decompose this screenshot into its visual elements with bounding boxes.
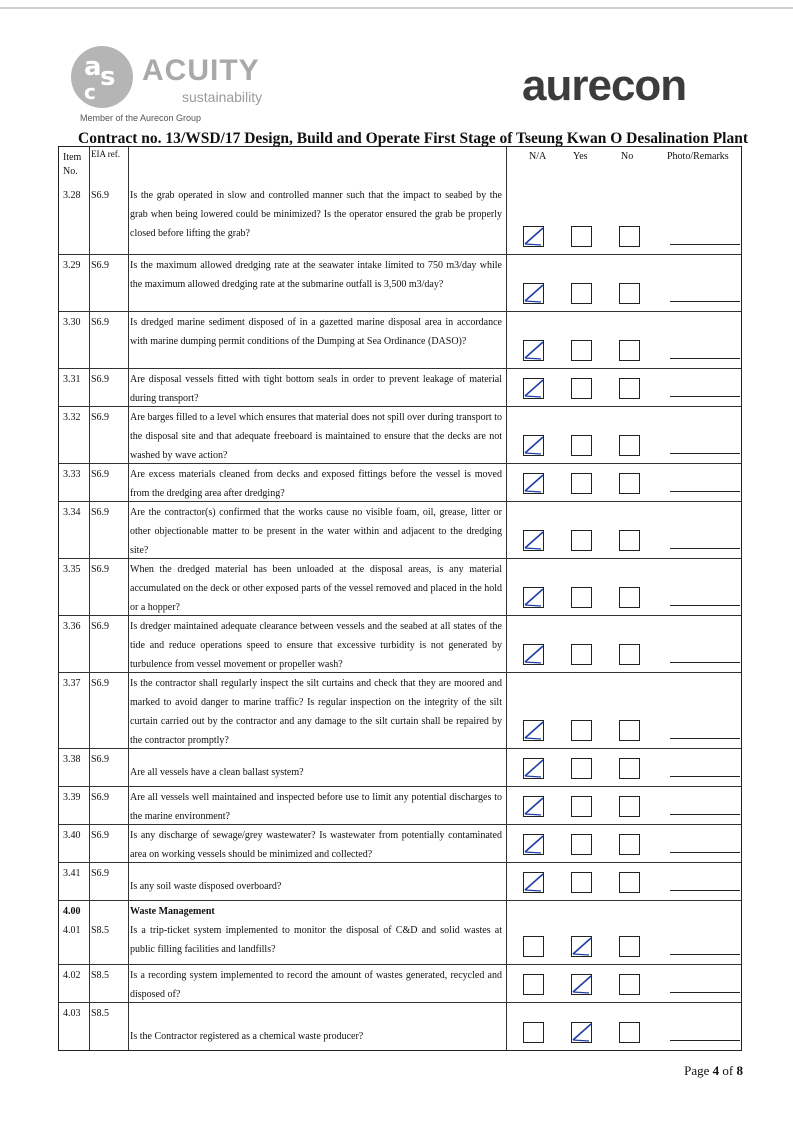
table-row <box>59 406 741 463</box>
checkmark-icon <box>522 433 546 459</box>
answer-cell <box>506 369 741 406</box>
contract-title: Contract no. 13/WSD/17 Design, Build and Operate First Stage of Tseung Kwan O Desalination Plant <box>78 130 749 147</box>
item-number: 3.28 <box>63 190 81 201</box>
eia-reference: S6.9 <box>89 616 128 672</box>
remarks-field[interactable] <box>670 852 740 853</box>
answer-cell <box>506 749 741 786</box>
table-row <box>59 900 741 964</box>
no-checkbox[interactable] <box>619 720 640 741</box>
item-number: 3.36 <box>63 621 81 632</box>
page-prefix: Page <box>684 1063 710 1078</box>
remarks-field[interactable] <box>670 453 740 454</box>
checklist-question: Is dredger maintained adequate clearance between vessels and the seabed at all states of the tide and reduce operations speed to ensure that excessive turbidity is not generated by turbulence from vessel movement or propeller wash? <box>128 616 506 672</box>
eia-reference: S6.9 <box>89 312 128 368</box>
no-checkbox[interactable] <box>619 796 640 817</box>
eia-reference: S6.9 <box>89 787 128 824</box>
checklist-question: Is any soil waste disposed overboard? <box>128 863 506 900</box>
eia-reference: S8.5 <box>89 1003 128 1050</box>
answer-cell <box>506 255 741 311</box>
table-row <box>59 1002 741 1050</box>
answer-cell <box>506 502 741 558</box>
section-title: Waste Management <box>130 906 215 917</box>
answer-cell <box>506 901 741 964</box>
item-number: 3.39 <box>63 792 81 803</box>
header-yes: Yes <box>573 151 588 162</box>
svg-text:s: s <box>100 62 116 92</box>
table-row <box>59 964 741 1002</box>
answer-cell <box>506 616 741 672</box>
item-number: 3.37 <box>63 678 81 689</box>
answer-cell <box>506 825 741 862</box>
answer-cell <box>506 965 741 1002</box>
na-checkbox[interactable] <box>523 226 544 247</box>
table-row <box>59 185 741 254</box>
answer-cell <box>506 673 741 748</box>
remarks-field[interactable] <box>670 954 740 955</box>
na-checkbox[interactable] <box>523 974 544 995</box>
checklist-question: Is the grab operated in slow and controlled manner such that the impact to seabed by the grab when being lowered could be minimized? Is the operator ensured the grab be properly closed before lifting the grab? <box>128 185 506 254</box>
header-question <box>128 147 506 185</box>
na-checkbox[interactable] <box>523 435 544 456</box>
na-checkbox[interactable] <box>523 530 544 551</box>
checklist-question: Are all vessels well maintained and inspected before use to limit any potential discharges to the marine environment? <box>128 787 506 824</box>
checkmark-icon <box>522 471 546 497</box>
item-number: 3.33 <box>63 469 81 480</box>
answer-cell <box>506 312 741 368</box>
yes-checkbox[interactable] <box>571 530 592 551</box>
page-number <box>684 1063 743 1079</box>
no-checkbox[interactable] <box>619 530 640 551</box>
checklist-question: Are disposal vessels fitted with tight bottom seals in order to prevent leakage of material during transport? <box>128 369 506 406</box>
acuity-mark-icon <box>70 45 134 109</box>
eia-reference <box>89 901 128 964</box>
checkmark-icon <box>522 281 546 307</box>
item-number: 3.32 <box>63 412 81 423</box>
answer-cell <box>506 863 741 900</box>
no-checkbox[interactable] <box>619 936 640 957</box>
na-checkbox[interactable] <box>523 872 544 893</box>
remarks-field[interactable] <box>670 491 740 492</box>
na-checkbox[interactable] <box>523 796 544 817</box>
eia-reference: S6.9 <box>89 255 128 311</box>
item-number: 3.34 <box>63 507 81 518</box>
item-number: 3.38 <box>63 754 81 765</box>
no-checkbox[interactable] <box>619 758 640 779</box>
checklist-question: Is a trip-ticket system implemented to monitor the disposal of C&D and solid wastes at public filling facilities and landfills? <box>130 925 502 955</box>
table-row <box>59 824 741 862</box>
table-row <box>59 672 741 748</box>
checklist-question: Is the maximum allowed dredging rate at the seawater intake limited to 750 m3/day while the maximum allowed dredging rate at the submarine outfall is 3,500 m3/day? <box>128 255 506 311</box>
acuity-tagline: sustainability <box>182 89 263 105</box>
checklist-question: Are the contractor(s) confirmed that the works cause no visible foam, oil, grease, litter or other objectionable matter to be present in the water within and adjacent to the dredging site? <box>128 502 506 558</box>
eia-reference: S6.9 <box>89 749 128 786</box>
na-checkbox[interactable] <box>523 1022 544 1043</box>
checkmark-icon <box>570 972 594 998</box>
checkmark-icon <box>522 832 546 858</box>
answer-cell <box>506 407 741 463</box>
no-checkbox[interactable] <box>619 435 640 456</box>
checkmark-icon <box>522 376 546 402</box>
scan-edge-line <box>0 7 793 9</box>
na-checkbox[interactable] <box>523 340 544 361</box>
remarks-field[interactable] <box>670 662 740 663</box>
item-number <box>59 901 89 964</box>
eia-reference: S8.5 <box>89 965 128 1002</box>
eia-reference: S6.9 <box>89 369 128 406</box>
eia-reference: S6.9 <box>89 464 128 501</box>
table-row <box>59 368 741 406</box>
no-checkbox[interactable] <box>619 473 640 494</box>
checklist-question: Is any discharge of sewage/grey wastewater? Is wastewater from potentially contaminated area on working vessels should be minimized and collected? <box>128 825 506 862</box>
page-current: 4 <box>712 1063 720 1078</box>
remarks-field[interactable] <box>670 605 740 606</box>
yes-checkbox[interactable] <box>571 644 592 665</box>
table-row <box>59 615 741 672</box>
item-number: 3.40 <box>63 830 81 841</box>
aurecon-logo: aurecon <box>522 61 687 110</box>
yes-checkbox[interactable] <box>571 974 592 995</box>
no-checkbox[interactable] <box>619 872 640 893</box>
header-no: No <box>621 151 634 162</box>
checkmark-icon <box>522 528 546 554</box>
answer-cell <box>506 559 741 615</box>
no-checkbox[interactable] <box>619 974 640 995</box>
table-header-row <box>59 147 741 185</box>
item-number: 3.29 <box>63 260 81 271</box>
yes-checkbox[interactable] <box>571 587 592 608</box>
checklist-question: Are excess materials cleaned from decks and exposed fittings before the vessel is moved from the dredging area after dredging? <box>128 464 506 501</box>
header-na: N/A <box>529 151 547 162</box>
na-checkbox[interactable] <box>523 834 544 855</box>
remarks-field[interactable] <box>670 776 740 777</box>
eia-reference: S8.5 <box>91 925 110 936</box>
yes-checkbox[interactable] <box>571 872 592 893</box>
page-total: 8 <box>736 1063 743 1078</box>
na-checkbox[interactable] <box>523 644 544 665</box>
no-checkbox[interactable] <box>619 283 640 304</box>
checkmark-icon <box>522 585 546 611</box>
eia-reference: S6.9 <box>89 863 128 900</box>
checklist-question: Is a recording system implemented to record the amount of wastes generated, recycled and disposed of? <box>128 965 506 1002</box>
yes-checkbox[interactable] <box>571 936 592 957</box>
section-number: 4.00 <box>63 906 81 917</box>
page-of: of <box>722 1063 734 1078</box>
table-row <box>59 862 741 900</box>
na-checkbox[interactable] <box>523 720 544 741</box>
table-row <box>59 786 741 824</box>
eia-reference: S6.9 <box>89 407 128 463</box>
checkmark-icon <box>522 794 546 820</box>
checklist-question: Are barges filled to a level which ensures that material does not spill over during transport to the disposal site and that adequate freeboard is maintained to ensure that the decks are not washed by wave action? <box>128 407 506 463</box>
header-item-no: Item No. <box>63 152 82 177</box>
answer-cell <box>506 464 741 501</box>
eia-reference: S6.9 <box>89 825 128 862</box>
item-number: 3.41 <box>63 868 81 879</box>
acuity-wordmark: ACUITY <box>142 54 260 87</box>
yes-checkbox[interactable] <box>571 758 592 779</box>
table-row <box>59 463 741 501</box>
answer-cell <box>506 787 741 824</box>
checkmark-icon <box>522 870 546 896</box>
yes-checkbox[interactable] <box>571 340 592 361</box>
checklist-question <box>128 901 506 964</box>
yes-checkbox[interactable] <box>571 796 592 817</box>
remarks-field[interactable] <box>670 244 740 245</box>
no-checkbox[interactable] <box>619 340 640 361</box>
no-checkbox[interactable] <box>619 1022 640 1043</box>
svg-text:a: a <box>84 52 102 82</box>
checklist-question: Is dredged marine sediment disposed of in a gazetted marine disposal area in accordance with marine dumping permit conditions of the Dumping at Sea Ordinance (DASO)? <box>128 312 506 368</box>
checklist-question: Is the Contractor registered as a chemical waste producer? <box>128 1003 506 1050</box>
eia-blank <box>91 902 126 921</box>
header-remarks: Photo/Remarks <box>667 151 729 162</box>
remarks-field[interactable] <box>670 301 740 302</box>
remarks-field[interactable] <box>670 1040 740 1041</box>
yes-checkbox[interactable] <box>571 720 592 741</box>
checkmark-icon <box>522 642 546 668</box>
checkmark-icon <box>570 934 594 960</box>
remarks-field[interactable] <box>670 890 740 891</box>
header-answers <box>506 147 741 185</box>
remarks-field[interactable] <box>670 814 740 815</box>
na-checkbox[interactable] <box>523 758 544 779</box>
checkmark-icon <box>522 338 546 364</box>
yes-checkbox[interactable] <box>571 378 592 399</box>
checkmark-icon <box>522 718 546 744</box>
no-checkbox[interactable] <box>619 587 640 608</box>
checklist-question: When the dredged material has been unloaded at the disposal areas, is any material accumulated on the deck or other exposed parts of the vessel removed and placed in the hold or a hopper? <box>128 559 506 615</box>
eia-reference: S6.9 <box>89 185 128 254</box>
table-row <box>59 311 741 368</box>
table-row <box>59 558 741 615</box>
item-number: 4.03 <box>63 1008 81 1019</box>
table-body <box>59 185 741 1050</box>
table-row <box>59 501 741 558</box>
checkmark-icon <box>522 224 546 250</box>
checklist-table <box>58 146 742 1051</box>
item-number: 4.02 <box>63 970 81 981</box>
remarks-field[interactable] <box>670 992 740 993</box>
item-number: 3.35 <box>63 564 81 575</box>
checklist-question: Are all vessels have a clean ballast system? <box>128 749 506 786</box>
na-checkbox[interactable] <box>523 587 544 608</box>
yes-checkbox[interactable] <box>571 226 592 247</box>
no-checkbox[interactable] <box>619 834 640 855</box>
na-checkbox[interactable] <box>523 473 544 494</box>
eia-reference: S6.9 <box>89 559 128 615</box>
na-checkbox[interactable] <box>523 378 544 399</box>
remarks-field[interactable] <box>670 358 740 359</box>
eia-reference: S6.9 <box>89 502 128 558</box>
yes-checkbox[interactable] <box>571 473 592 494</box>
item-number: 4.01 <box>63 925 81 936</box>
checkmark-icon <box>570 1020 594 1046</box>
eia-reference: S6.9 <box>89 673 128 748</box>
checkmark-icon <box>522 756 546 782</box>
yes-checkbox[interactable] <box>571 834 592 855</box>
yes-checkbox[interactable] <box>571 283 592 304</box>
answer-cell <box>506 1003 741 1050</box>
no-checkbox[interactable] <box>619 378 640 399</box>
na-checkbox[interactable] <box>523 936 544 957</box>
table-row <box>59 254 741 311</box>
remarks-field[interactable] <box>670 738 740 739</box>
yes-checkbox[interactable] <box>571 1022 592 1043</box>
header-eia-ref: EIA ref. <box>89 147 128 185</box>
item-number: 3.30 <box>63 317 81 328</box>
no-checkbox[interactable] <box>619 226 640 247</box>
yes-checkbox[interactable] <box>571 435 592 456</box>
svg-text:c: c <box>84 80 96 104</box>
answer-cell <box>506 185 741 254</box>
item-number: 3.31 <box>63 374 81 385</box>
table-row <box>59 748 741 786</box>
na-checkbox[interactable] <box>523 283 544 304</box>
checklist-question: Is the contractor shall regularly inspect the silt curtains and check that they are moored and marked to avoid danger to marine traffic? Is regular inspection on the integrity of the silt curtain carried out by the contractor and any damage to the silt curtain shall be repaired by the contractor promptly? <box>128 673 506 748</box>
no-checkbox[interactable] <box>619 644 640 665</box>
acuity-member-note: Member of the Aurecon Group <box>80 113 202 123</box>
remarks-field[interactable] <box>670 396 740 397</box>
remarks-field[interactable] <box>670 548 740 549</box>
